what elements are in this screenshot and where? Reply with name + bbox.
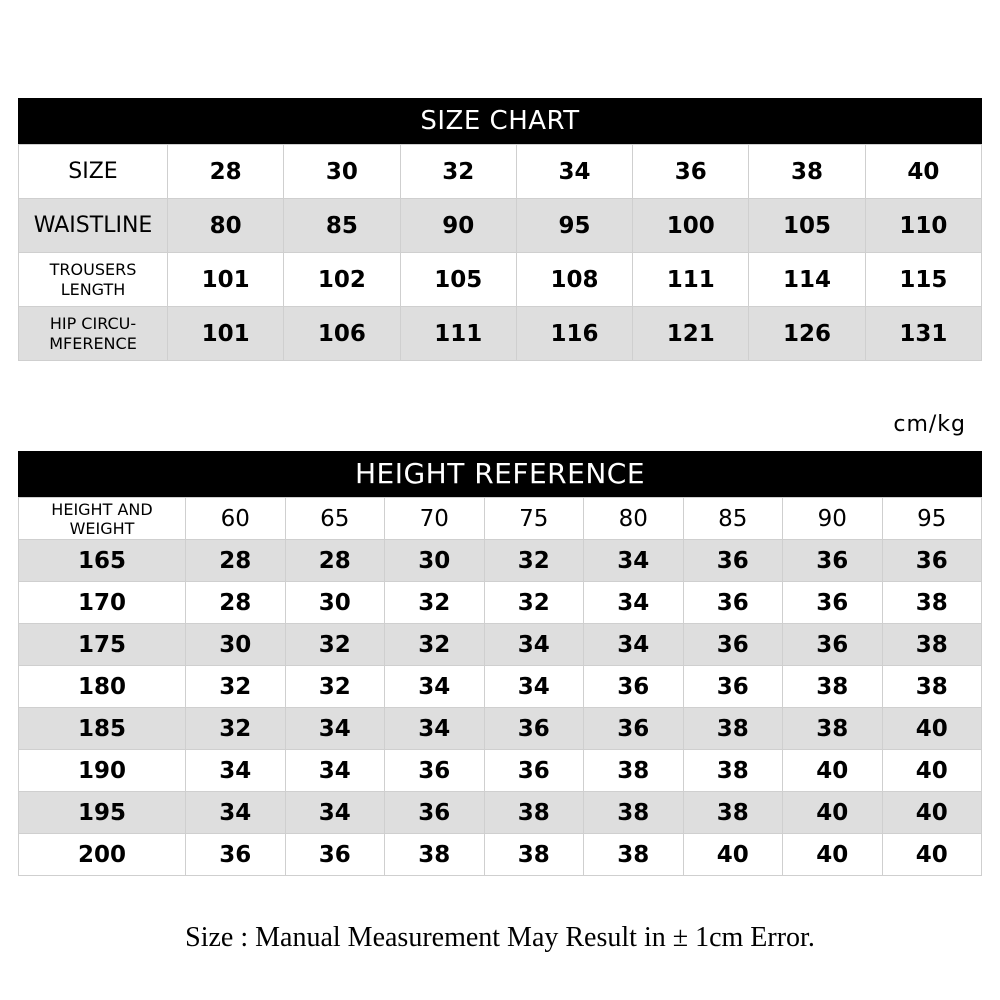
size-chart-cell: 106 — [284, 307, 400, 361]
recommended-size-cell: 28 — [186, 540, 286, 582]
recommended-size-cell: 36 — [882, 540, 982, 582]
recommended-size-cell: 38 — [584, 834, 684, 876]
recommended-size-cell: 32 — [484, 540, 584, 582]
recommended-size-cell: 38 — [683, 792, 783, 834]
size-chart-row-label: HIP CIRCU- MFERENCE — [19, 307, 168, 361]
height-reference-row — [19, 666, 982, 708]
size-chart-table — [18, 144, 982, 361]
size-chart-row — [19, 253, 982, 307]
measurement-footnote: Size : Manual Measurement May Result in ± 1cm Error. — [185, 922, 815, 953]
recommended-size-cell: 32 — [186, 708, 286, 750]
recommended-size-cell: 32 — [186, 666, 286, 708]
recommended-size-cell: 30 — [186, 624, 286, 666]
weight-header-cell: 95 — [882, 498, 982, 540]
size-chart-cell: 101 — [168, 253, 284, 307]
recommended-size-cell: 40 — [882, 750, 982, 792]
height-cell: 180 — [19, 666, 186, 708]
recommended-size-cell: 40 — [783, 750, 883, 792]
recommended-size-cell: 38 — [584, 750, 684, 792]
size-chart-cell: 95 — [516, 199, 632, 253]
recommended-size-cell: 38 — [484, 792, 584, 834]
recommended-size-cell: 34 — [385, 666, 485, 708]
recommended-size-cell: 38 — [683, 708, 783, 750]
size-chart-cell: 126 — [749, 307, 865, 361]
size-chart-title: SIZE CHART — [18, 98, 982, 144]
height-cell: 165 — [19, 540, 186, 582]
size-chart-cell: 30 — [284, 145, 400, 199]
size-chart-cell: 121 — [633, 307, 749, 361]
recommended-size-cell: 34 — [385, 708, 485, 750]
height-cell: 185 — [19, 708, 186, 750]
recommended-size-cell: 36 — [783, 624, 883, 666]
height-cell: 195 — [19, 792, 186, 834]
size-chart-cell: 85 — [284, 199, 400, 253]
recommended-size-cell: 36 — [584, 666, 684, 708]
size-chart-cell: 101 — [168, 307, 284, 361]
weight-header-cell: 60 — [186, 498, 286, 540]
size-chart-cell: 28 — [168, 145, 284, 199]
recommended-size-cell: 32 — [484, 582, 584, 624]
height-reference-section — [18, 451, 982, 876]
height-reference-row — [19, 540, 982, 582]
height-reference-row — [19, 834, 982, 876]
recommended-size-cell: 38 — [584, 792, 684, 834]
recommended-size-cell: 36 — [484, 750, 584, 792]
recommended-size-cell: 36 — [385, 750, 485, 792]
recommended-size-cell: 38 — [385, 834, 485, 876]
height-reference-row — [19, 792, 982, 834]
height-reference-row — [19, 750, 982, 792]
unit-label: cm/kg — [893, 412, 966, 437]
recommended-size-cell: 36 — [285, 834, 385, 876]
size-chart-row — [19, 307, 982, 361]
recommended-size-cell: 36 — [584, 708, 684, 750]
recommended-size-cell: 28 — [285, 540, 385, 582]
size-chart-cell: 108 — [516, 253, 632, 307]
recommended-size-cell: 40 — [882, 708, 982, 750]
height-reference-table — [18, 497, 982, 876]
size-chart-cell: 100 — [633, 199, 749, 253]
size-chart-row-label: WAISTLINE — [19, 199, 168, 253]
size-chart-cell: 111 — [633, 253, 749, 307]
size-chart-cell: 114 — [749, 253, 865, 307]
height-cell: 200 — [19, 834, 186, 876]
recommended-size-cell: 32 — [385, 624, 485, 666]
recommended-size-cell: 34 — [186, 750, 286, 792]
recommended-size-cell: 36 — [186, 834, 286, 876]
height-reference-row — [19, 708, 982, 750]
size-chart-section — [18, 98, 982, 361]
weight-header-cell: 90 — [783, 498, 883, 540]
recommended-size-cell: 38 — [783, 666, 883, 708]
recommended-size-cell: 36 — [683, 666, 783, 708]
recommended-size-cell: 32 — [285, 666, 385, 708]
recommended-size-cell: 34 — [285, 750, 385, 792]
size-chart-cell: 131 — [865, 307, 981, 361]
size-chart-cell: 111 — [400, 307, 516, 361]
size-chart-cell: 105 — [400, 253, 516, 307]
recommended-size-cell: 34 — [584, 582, 684, 624]
recommended-size-cell: 36 — [484, 708, 584, 750]
weight-header-cell: 75 — [484, 498, 584, 540]
recommended-size-cell: 28 — [186, 582, 286, 624]
size-chart-cell: 105 — [749, 199, 865, 253]
size-chart-cell: 90 — [400, 199, 516, 253]
size-chart-cell: 36 — [633, 145, 749, 199]
recommended-size-cell: 34 — [186, 792, 286, 834]
recommended-size-cell: 38 — [783, 708, 883, 750]
recommended-size-cell: 40 — [882, 792, 982, 834]
recommended-size-cell: 30 — [285, 582, 385, 624]
recommended-size-cell: 34 — [285, 792, 385, 834]
size-chart-row-label: SIZE — [19, 145, 168, 199]
size-chart-cell: 34 — [516, 145, 632, 199]
weight-header-cell: 65 — [285, 498, 385, 540]
size-chart-cell: 38 — [749, 145, 865, 199]
size-chart-row — [19, 145, 982, 199]
recommended-size-cell: 32 — [385, 582, 485, 624]
recommended-size-cell: 32 — [285, 624, 385, 666]
height-reference-row — [19, 624, 982, 666]
height-cell: 170 — [19, 582, 186, 624]
height-reference-title: HEIGHT REFERENCE — [18, 451, 982, 497]
recommended-size-cell: 36 — [385, 792, 485, 834]
size-chart-cell: 40 — [865, 145, 981, 199]
recommended-size-cell: 38 — [882, 666, 982, 708]
recommended-size-cell: 38 — [882, 624, 982, 666]
recommended-size-cell: 38 — [683, 750, 783, 792]
recommended-size-cell: 36 — [683, 624, 783, 666]
recommended-size-cell: 36 — [683, 540, 783, 582]
height-cell: 175 — [19, 624, 186, 666]
weight-header-cell: 70 — [385, 498, 485, 540]
size-chart-row — [19, 199, 982, 253]
recommended-size-cell: 38 — [882, 582, 982, 624]
height-reference-header-row — [19, 498, 982, 540]
recommended-size-cell: 34 — [484, 624, 584, 666]
recommended-size-cell: 30 — [385, 540, 485, 582]
recommended-size-cell: 34 — [285, 708, 385, 750]
recommended-size-cell: 38 — [484, 834, 584, 876]
size-chart-cell: 115 — [865, 253, 981, 307]
recommended-size-cell: 40 — [783, 792, 883, 834]
recommended-size-cell: 34 — [484, 666, 584, 708]
recommended-size-cell: 36 — [783, 540, 883, 582]
recommended-size-cell: 40 — [683, 834, 783, 876]
recommended-size-cell: 40 — [783, 834, 883, 876]
size-chart-cell: 110 — [865, 199, 981, 253]
weight-header-cell: 80 — [584, 498, 684, 540]
size-chart-row-label: TROUSERS LENGTH — [19, 253, 168, 307]
recommended-size-cell: 34 — [584, 624, 684, 666]
size-chart-cell: 102 — [284, 253, 400, 307]
height-reference-row — [19, 582, 982, 624]
recommended-size-cell: 34 — [584, 540, 684, 582]
height-weight-header-label: HEIGHT AND WEIGHT — [19, 498, 186, 540]
recommended-size-cell: 36 — [683, 582, 783, 624]
recommended-size-cell: 40 — [882, 834, 982, 876]
size-chart-cell: 116 — [516, 307, 632, 361]
size-chart-cell: 32 — [400, 145, 516, 199]
size-chart-cell: 80 — [168, 199, 284, 253]
height-cell: 190 — [19, 750, 186, 792]
weight-header-cell: 85 — [683, 498, 783, 540]
recommended-size-cell: 36 — [783, 582, 883, 624]
